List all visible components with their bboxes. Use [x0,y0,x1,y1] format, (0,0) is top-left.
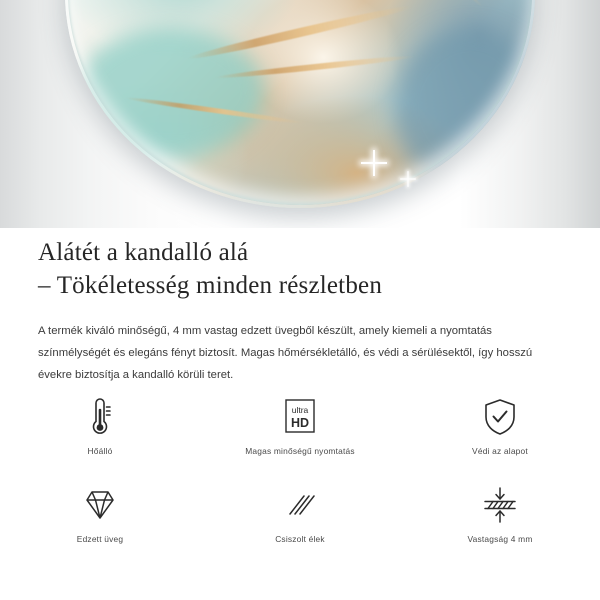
feature-heat-resistant [0,396,200,468]
feature-label: Hőálló [87,446,113,456]
feature-tempered-glass [0,484,200,556]
hero-image [0,0,600,228]
product-description: A termék kiváló minőségű, 4 mm vastag edzett üvegből készült, amely kiemeli a nyomtatás színmélységét és elegáns fényt biztosít. Magas hőmérsékletálló, és védi a sérülésektől, így hosszú évekre biztosítja a kandalló körüli teret. [38,325,533,381]
feature-label: Csiszolt élek [275,534,325,544]
content-block [0,228,600,386]
svg-text:HD: HD [290,416,310,430]
polished-edges-icon [280,484,320,526]
feature-polished-edges [200,484,400,556]
svg-text:ultra: ultra [291,405,309,415]
marble-pattern [65,0,535,208]
shield-check-icon [481,396,519,438]
feature-grid [0,396,600,556]
ultra-hd-icon [280,396,320,438]
feature-thickness [400,484,600,556]
product-disc [65,0,535,208]
feature-label: Vastagság 4 mm [467,534,533,544]
feature-label: Védi az alapot [472,446,528,456]
feature-label: Edzett üveg [76,534,124,544]
diamond-icon [79,484,121,526]
headline-line-2: – Tökéletesség minden részletben [38,272,383,299]
marble-blob-blue-right [395,28,535,188]
feature-label: Magas minőségű nyomtatás [245,446,355,456]
thermometer-icon [83,396,117,438]
headline-line-1: Alátét a kandalló alá [38,239,249,266]
page-title [0,228,600,302]
feature-print-quality [200,396,400,468]
gold-vein [359,0,485,9]
feature-protects-surface [400,396,600,468]
thickness-arrows-icon [478,484,522,526]
gold-vein [187,2,413,63]
